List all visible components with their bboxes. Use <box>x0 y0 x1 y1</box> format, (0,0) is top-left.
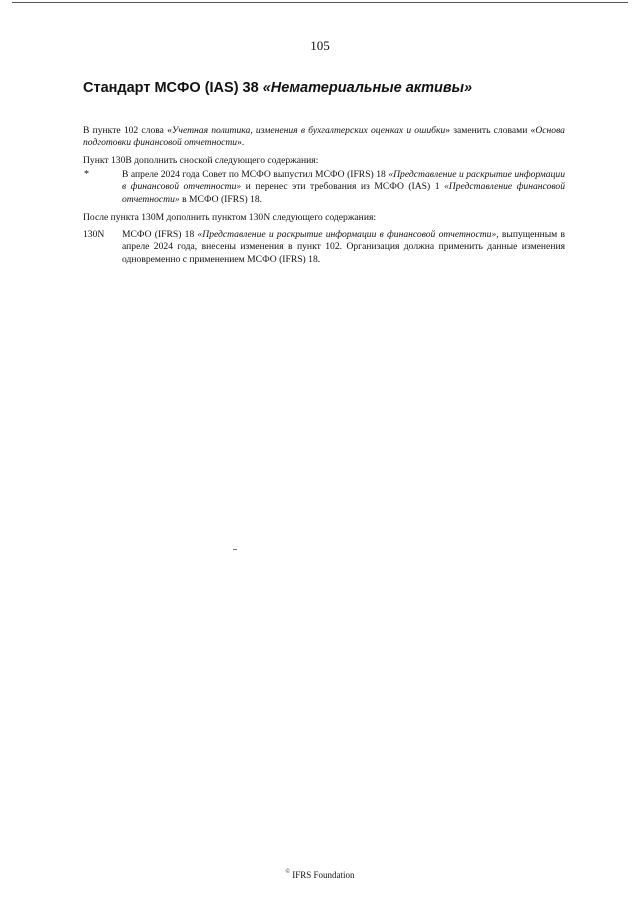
footnote-text-a: В апреле 2024 года Совет по МСФО выпустил МСФО (IFRS) 18 <box>122 169 389 180</box>
p1-text-e: ». <box>237 137 245 149</box>
paragraph-130n-body <box>122 229 565 266</box>
paragraph-amend-102 <box>83 125 565 150</box>
footnote-marker: * <box>84 169 89 180</box>
title-prefix: Стандарт МСФО (IAS) 38 <box>83 80 263 96</box>
p1-italic-old-title: Учетная политика, изменения в бухгалтерских оценках и ошибки <box>171 125 446 136</box>
top-border-line <box>12 2 628 3</box>
paragraph-130b-intro: Пункт 130В дополнить сноской следующего содержания: <box>83 155 319 166</box>
footnote-italic-ias1: «Представление финансовой отчетности» <box>122 181 565 205</box>
page-number: 105 <box>310 38 330 53</box>
p130n-italic-ifrs18: «Представление и раскрытие информации в финансовой отчетности» <box>197 229 497 240</box>
p1-text-c: » заменить словами « <box>445 125 536 136</box>
p1-italic-new-title: Основа подготовки финансовой отчетности <box>83 125 565 149</box>
footnote-italic-ifrs18: «Представление и раскрытие информации в финансовой отчетности» <box>122 169 565 193</box>
paragraph-130n-intro: После пункта 130М дополнить пунктом 130N следующего содержания: <box>83 212 377 223</box>
footer-text: IFRS Foundation <box>290 870 355 880</box>
p130n-text-a: МСФО (IFRS) 18 <box>122 229 198 240</box>
p1-text-a: В пункте 102 слова « <box>83 125 172 136</box>
p130n-text-c: , выпущенным в апреле 2024 года, внесены изменения в пункт 102. Организация должна применить данные изменения одновременно с применением МСФО (IFRS) 18. <box>122 229 565 265</box>
footnote-text-e: в МСФО (IFRS) 18. <box>179 193 263 205</box>
page-footer <box>0 870 640 880</box>
copyright-symbol: © <box>285 869 291 875</box>
footnote-text-c: и перенес эти требования из МСФО (IAS) 1 <box>241 181 444 193</box>
document-title <box>83 80 583 96</box>
paragraph-130n-marker: 130N <box>83 229 105 240</box>
footnote-body <box>122 169 565 206</box>
paragraph-130n <box>83 229 565 266</box>
footnote-item <box>83 169 565 206</box>
scan-artifact-mark <box>233 549 237 550</box>
title-italic: «Нематериальные активы» <box>262 80 473 96</box>
